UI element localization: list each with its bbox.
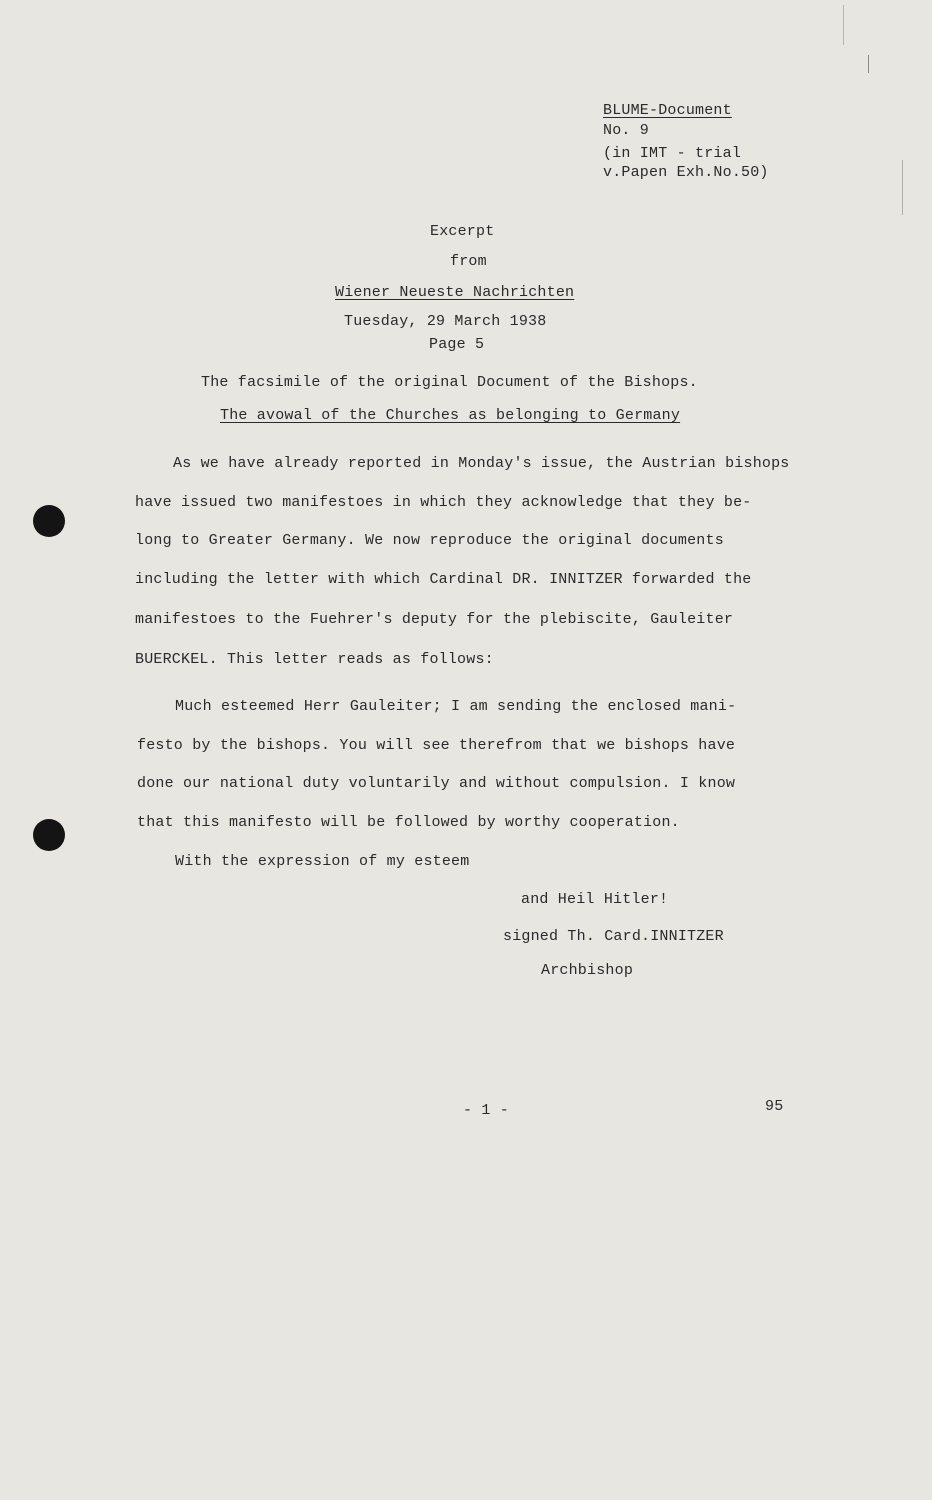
folio-number: 95 bbox=[765, 1098, 784, 1115]
heading-page: Page 5 bbox=[429, 336, 485, 353]
paragraph1-line: have issued two manifestoes in which they acknowledge that they be- bbox=[135, 494, 752, 511]
paragraph1-line: manifestoes to the Fuehrer's deputy for the plebiscite, Gauleiter bbox=[135, 611, 734, 628]
paragraph2-line: done our national duty voluntarily and without compulsion. I know bbox=[137, 775, 736, 792]
edge-mark bbox=[902, 160, 903, 215]
paragraph1-line: long to Greater Germany. We now reproduce the original documents bbox=[135, 532, 724, 549]
paragraph1-line: BUERCKEL. This letter reads as follows: bbox=[135, 651, 494, 668]
paragraph2-line: that this manifesto will be followed by worthy cooperation. bbox=[137, 814, 680, 831]
closing-line: With the expression of my esteem bbox=[175, 853, 470, 870]
heading-from: from bbox=[450, 253, 487, 270]
reference-line-4: v.Papen Exh.No.50) bbox=[603, 164, 769, 181]
paragraph1-line: including the letter with which Cardinal DR. INNITZER forwarded the bbox=[135, 571, 752, 588]
edge-mark bbox=[843, 5, 844, 45]
punch-hole-top bbox=[33, 505, 65, 537]
signature-line-3: Archbishop bbox=[541, 962, 634, 979]
signature-line-2: signed Th. Card.INNITZER bbox=[503, 928, 724, 945]
signature-line-1: and Heil Hitler! bbox=[521, 891, 669, 908]
subheading-line-1: The facsimile of the original Document of the Bishops. bbox=[201, 374, 698, 391]
edge-mark bbox=[868, 55, 869, 73]
heading-newspaper: Wiener Neueste Nachrichten bbox=[335, 284, 575, 301]
subheading-line-2: The avowal of the Churches as belonging to Germany bbox=[220, 407, 681, 424]
reference-line-3: (in IMT - trial bbox=[603, 145, 742, 162]
paragraph2-line: festo by the bishops. You will see therefrom that we bishops have bbox=[137, 737, 736, 754]
reference-line-2: No. 9 bbox=[603, 122, 650, 139]
reference-line-1: BLUME-Document bbox=[603, 102, 732, 119]
paragraph2-line: Much esteemed Herr Gauleiter; I am sending the enclosed mani- bbox=[175, 698, 737, 715]
paragraph1-line: As we have already reported in Monday's issue, the Austrian bishops bbox=[173, 455, 790, 472]
punch-hole-bottom bbox=[33, 819, 65, 851]
heading-excerpt: Excerpt bbox=[430, 223, 495, 240]
heading-date: Tuesday, 29 March 1938 bbox=[344, 313, 547, 330]
page-number: - 1 - bbox=[463, 1102, 510, 1119]
